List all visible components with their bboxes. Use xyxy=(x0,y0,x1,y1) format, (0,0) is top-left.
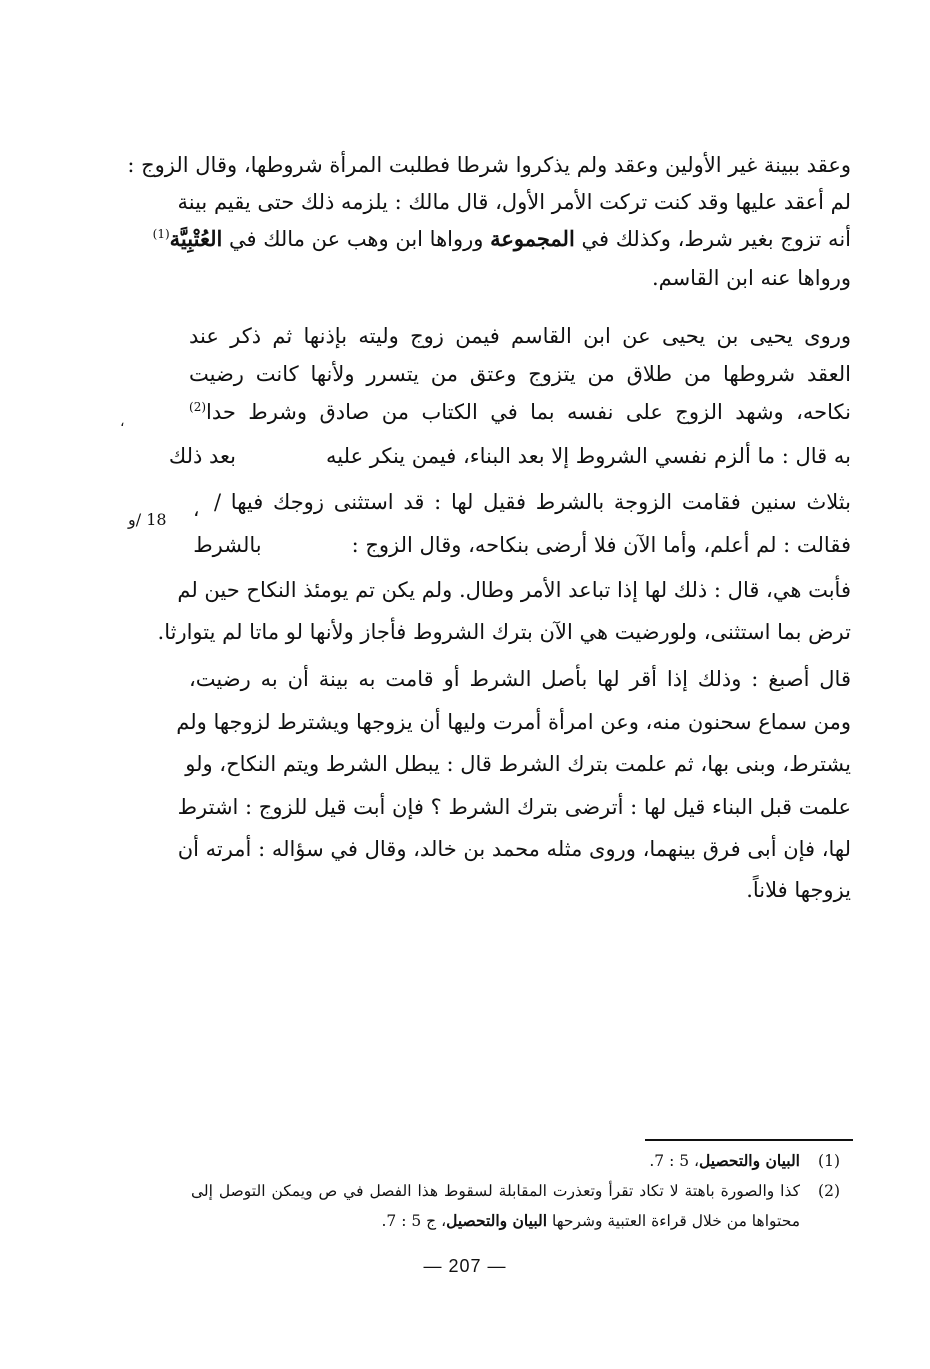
text-line: لها، فإن أبى فرق بينهما، وروى مثله محمد بن خالد، وقال في سؤاله : أمرته أن xyxy=(177,837,851,861)
text-line: فأبت هي، قال : ذلك لها إذا تباعد الأمر وطال. ولم يكن تم يومئذ النكاح حين لم xyxy=(177,578,851,602)
text-line: ومن سماع سحنون منه، وعن امرأة أمرت وليها أن يزوجها ويشترط لزوجها ولم xyxy=(176,710,851,734)
footnote-text xyxy=(191,1209,800,1233)
text-line xyxy=(189,530,851,560)
text-run: محتواها من خلال قراءة العتبية وشرحها xyxy=(547,1212,800,1230)
text-line: وروى يحيى بن يحيى عن ابن القاسم فيمن زوج وليته بإذنها ثم ذكر عند xyxy=(189,324,851,348)
footnote-text xyxy=(560,1149,800,1173)
folio-marker: 18 /و xyxy=(128,510,167,529)
text-run: نكاحه، وشهد الزوج على نفسه بما في الكتاب من صادق وشرط حدا xyxy=(206,400,851,424)
text-line: ترض بما استثنى، ولورضيت هي الآن بترك الشروط فأجاز ولأنها لو ماتا لم يتوارثا. xyxy=(157,620,851,644)
book-title: البيان والتحصيل xyxy=(446,1211,548,1230)
text-line: يشترط، وبنى بها، ثم علمت بترك الشرط قال : يبطل الشرط ويتم النكاح، ولو xyxy=(185,752,851,776)
book-title: البيان والتحصيل xyxy=(699,1151,800,1170)
text-run: ورواها ابن وهب عن مالك في xyxy=(222,227,491,251)
text-line: وعقد ببينة غير الأولين وعقد ولم يذكروا شرطا فطلبت المرأة شروطها، وقال الزوج : xyxy=(127,153,851,177)
text-run: بعد ذلك xyxy=(168,444,237,468)
text-run: ، ج 5 : 7. xyxy=(381,1212,447,1230)
text-run: أنه تزوج بغير شرط، وكذلك في xyxy=(574,227,851,251)
text-line: لم أعقد عليها وقد كنت تركت الأمر الأول، قال مالك : يلزمه ذلك حتى يقيم بينة xyxy=(177,190,851,214)
footnote-ref: (1) xyxy=(152,227,170,241)
text-line: العقد شروطها من طلاق من يتزوج وعتق من يتسرر ولأنها كانت رضيت xyxy=(189,362,851,386)
footnote-ref: (2) xyxy=(189,400,207,414)
text-line: علمت قبل البناء قيل لها : أترضى بترك الشرط ؟ فإن أبت قيل للزوج : اشترط xyxy=(177,795,851,819)
page-number: — 207 — xyxy=(423,1256,507,1276)
text-run: به قال : ما ألزم نفسي الشروط إلا بعد البناء، فيمن ينكر عليه xyxy=(326,444,851,468)
text-line xyxy=(152,224,851,254)
text-line: قال أصبغ : وذلك إذا أقر لها بأصل الشرط أو قامت به بينة أن به رضيت، xyxy=(189,667,851,691)
footnote-number: (1) xyxy=(818,1152,840,1170)
text-line: ورواها عنه ابن القاسم. xyxy=(651,266,851,290)
text-run: بالشرط xyxy=(193,533,262,557)
book-title: العُتْبِيَّة xyxy=(169,226,223,251)
book-title: المجموعة xyxy=(490,226,575,251)
text-line xyxy=(168,441,851,471)
text-run: فقالت : لم أعلم، وأما الآن فلا أرضى بنكاحه، وقال الزوج : xyxy=(351,533,851,557)
text-run: ، 5 : 7. xyxy=(649,1152,700,1170)
text-line: بثلاث سنين فقامت الزوجة بالشرط فقيل لها : قد استثنى زوجك فيها / xyxy=(214,490,851,514)
footnote-number: (2) xyxy=(818,1182,840,1200)
margin-mark: ، xyxy=(120,414,125,430)
margin-comma: ، xyxy=(193,497,200,521)
footnote-separator xyxy=(645,1139,853,1141)
text-line xyxy=(189,397,851,427)
text-line: يزوجها فلاناً. xyxy=(746,878,851,902)
footnote-text: كذا والصورة باهتة لا تكاد تقرأ وتعذرت المقابلة لسقوط هذا الفصل في ص ويمكن التوصل إلى xyxy=(191,1182,800,1200)
